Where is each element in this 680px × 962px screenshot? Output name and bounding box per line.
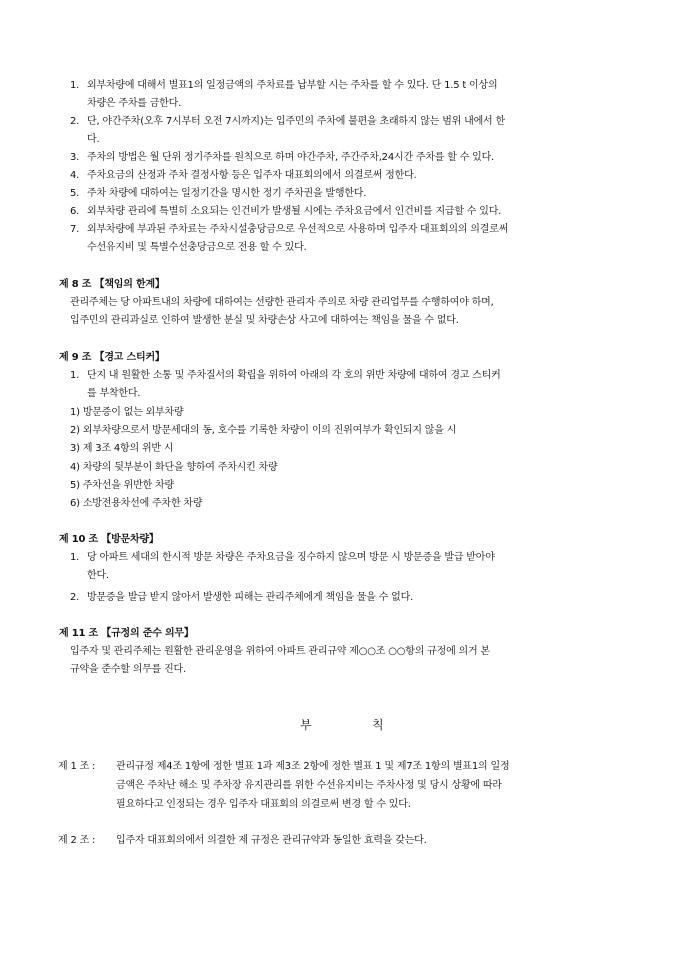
supplementary-article-2-label: 제 2 조 :	[58, 835, 96, 846]
item-number: 2.	[70, 592, 80, 603]
article-11-text: 규약을 준수할 의무를 진다.	[70, 664, 186, 675]
item-number: 4.	[70, 170, 80, 181]
article-8-text: 입주민의 관리과실로 인하여 발생한 분실 및 차량손상 사고에 대하여는 책임을 물을 수 없다.	[70, 315, 459, 326]
list-item	[0, 203, 680, 221]
item-number: 1.	[70, 80, 80, 91]
item-text: 외부차량에 부과된 주차료는 주차시설충당금으로 우선적으로 사용하며 입주자 대표회의의 의결로써	[87, 224, 509, 235]
item-text: 단, 야간주차(오후 7시부터 오전 7시까지)는 입주민의 주차에 불편을 초래하지 않는 범위 내에서 한	[87, 116, 505, 127]
item-number: 3.	[70, 152, 80, 163]
sub-item: 6) 소방전용차선에 주차한 차량	[70, 498, 203, 509]
article-10-heading: 제 10 조 【방문차량】	[59, 534, 159, 545]
item-number: 2.	[70, 116, 80, 127]
supplementary-article-1-text: 관리규정 제4조 1항에 정한 별표 1과 제3조 2항에 정한 별표 1 및 제7조 1항의 별표1의 일정	[116, 761, 510, 772]
sub-item: 4) 차량의 뒷부분이 화단을 향하여 주차시킨 차량	[70, 462, 278, 473]
article-8-heading: 제 8 조 【책임의 한계】	[59, 279, 165, 290]
item-number: 6.	[70, 206, 80, 217]
item-number: 1.	[70, 370, 80, 381]
list-item	[0, 185, 680, 203]
supplementary-title-left: 부	[300, 718, 312, 732]
list-item	[0, 167, 680, 185]
item-text: 당 아파트 세대의 한시적 방문 차량은 주차요금을 징수하지 않으며 방문 시 방문증을 발급 받아야	[87, 552, 495, 563]
list-item	[0, 149, 680, 167]
item-text: 수선유지비 및 특별수선충당금으로 전용 할 수 있다.	[87, 242, 307, 253]
article-7-list	[0, 77, 680, 257]
item-text: 한다.	[87, 570, 109, 581]
sub-item: 5) 주차선을 위반한 차량	[70, 480, 174, 491]
article-9-intro: 단지 내 원활한 소통 및 주차질서의 확립을 위하여 아래의 각 호의 위반 차량에 대하여 경고 스티커	[87, 370, 501, 381]
article-11-text: 입주자 및 관리주체는 원활한 관리운영을 위하여 아파트 관리규약 제○○조 ○○항의 규정에 의거 본	[70, 646, 490, 657]
item-number: 7.	[70, 224, 80, 235]
list-item	[0, 113, 680, 149]
item-text: 외부차량 관리에 특별히 소요되는 인건비가 발생될 시에는 주차요금에서 인건비를 지급할 수 있다.	[87, 206, 502, 217]
sub-item: 2) 외부차량으로서 방문세대의 동, 호수를 기록한 차량이 이의 진위여부가 확인되지 않을 시	[70, 425, 457, 436]
supplementary-article-1-text: 금액은 주차난 해소 및 주차장 유지관리를 위한 수선유지비는 주차사정 및 당시 상황에 따라	[116, 780, 502, 791]
item-text: 주차요금의 산정과 주차 결정사항 등은 입주자 대표회의에서 의결로써 정한다.	[87, 170, 417, 181]
supplementary-title-right: 칙	[372, 718, 384, 732]
sub-item: 3) 제 3조 4항의 위반 시	[70, 443, 174, 454]
sub-item: 1) 방문증이 없는 외부차량	[70, 407, 184, 418]
article-8-text: 관리주체는 당 아파트내의 차량에 대하여는 선량한 관리자 주의로 차량 관리업무를 수행하여야 하며,	[70, 297, 494, 308]
item-text: 다.	[87, 134, 100, 145]
list-item	[0, 221, 680, 257]
item-text: 방문증을 발급 받지 않아서 발생한 피해는 관리주체에게 책임을 물을 수 없다.	[87, 592, 414, 603]
article-11-heading: 제 11 조 【규정의 준수 의무】	[59, 628, 194, 639]
item-text: 주차 차량에 대하여는 일정기간을 명시한 정기 주차권을 발행한다.	[87, 188, 367, 199]
item-text: 주차의 방법은 월 단위 정기주차를 원칙으로 하며 야간주차, 주간주차,24시간 주차를 할 수 있다.	[87, 152, 495, 163]
supplementary-article-2-text: 입주자 대표회의에서 의결한 제 규정은 관리규약과 동일한 효력을 갖는다.	[116, 835, 427, 846]
supplementary-article-1-text: 필요하다고 인정되는 경우 입주자 대표회의 의결로써 변경 할 수 있다.	[116, 799, 411, 810]
article-9-heading: 제 9 조 【경고 스티커】	[59, 352, 165, 363]
item-text: 외부차량에 대해서 별표1의 일정금액의 주차료를 납부할 시는 주차를 할 수 있다. 단 1.5 t 이상의	[87, 80, 498, 91]
list-item	[0, 77, 680, 113]
article-9-intro: 를 부착한다.	[87, 388, 141, 399]
item-number: 1.	[70, 552, 80, 563]
item-number: 5.	[70, 188, 80, 199]
item-text: 차량은 주차를 금한다.	[87, 98, 182, 109]
supplementary-article-1-label: 제 1 조 :	[58, 761, 96, 772]
